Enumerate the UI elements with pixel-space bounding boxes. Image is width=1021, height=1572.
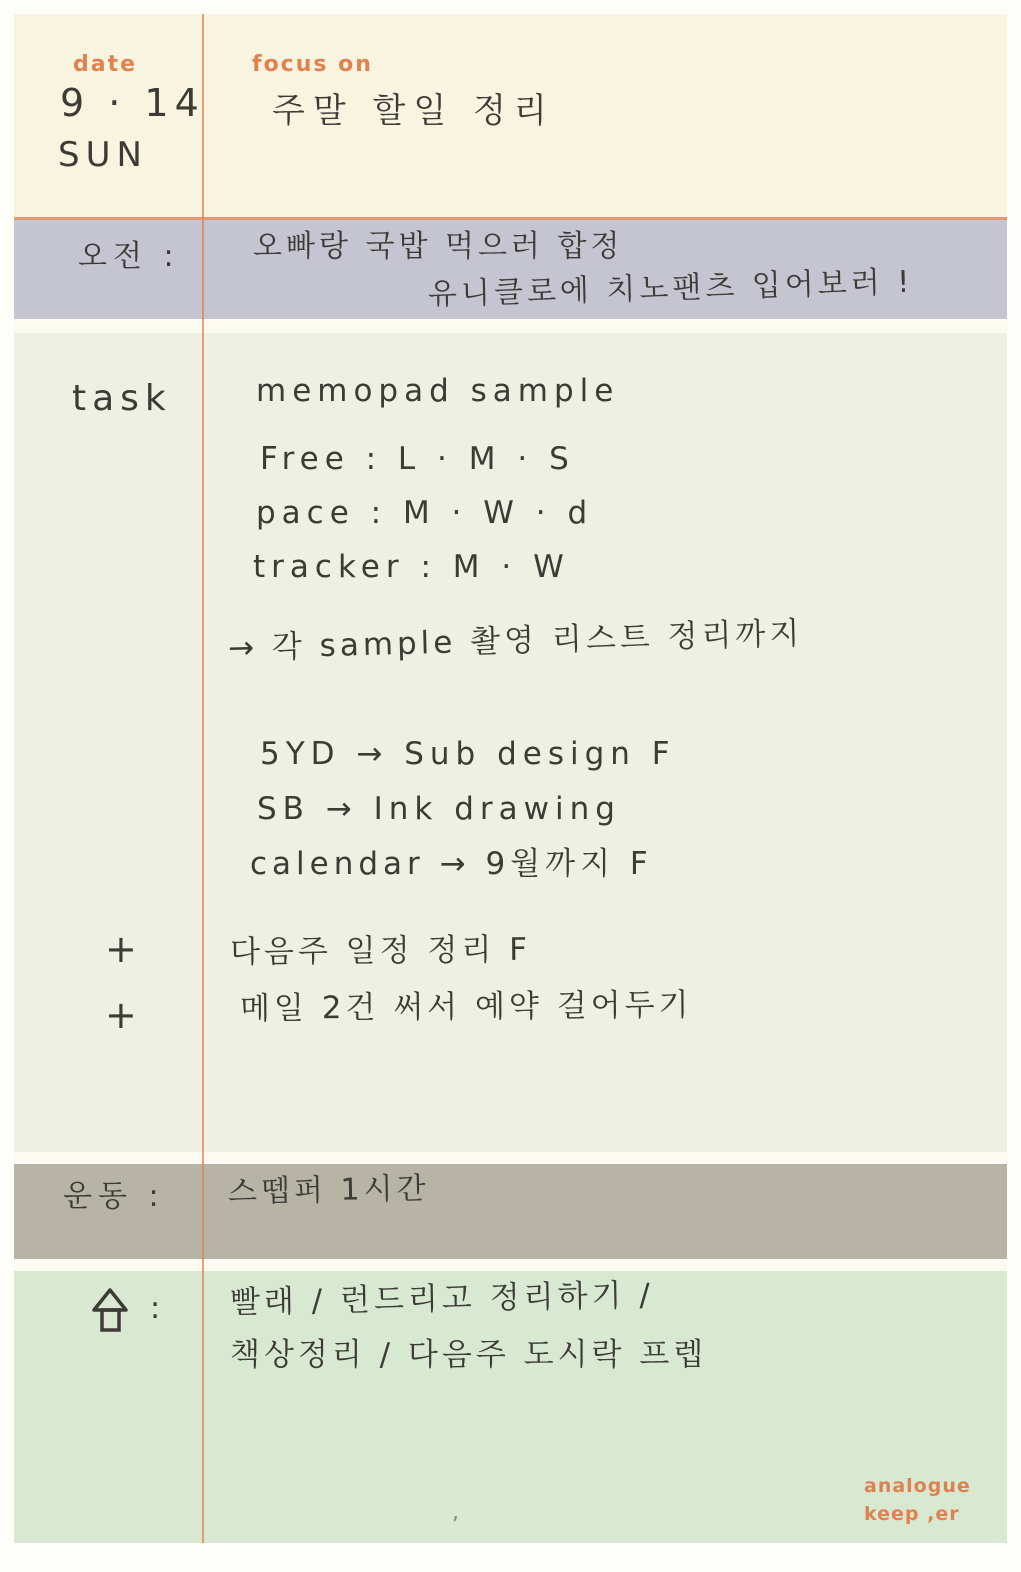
task-line-5yd: 5YD → Sub design F xyxy=(260,736,676,772)
task-line-free: Free : L · M · S xyxy=(260,441,575,477)
home-line2: 책상정리 / 다음주 도시락 프렙 xyxy=(230,1337,708,1373)
house-icon xyxy=(88,1284,136,1344)
task-line-calendar: calendar → 9월까지 F xyxy=(250,846,653,882)
exercise-text: 스뗍퍼 1시간 xyxy=(227,1171,430,1210)
stray-pen-mark: , xyxy=(452,1500,459,1525)
date-label: date xyxy=(73,52,138,77)
date-value: 9 · 14 xyxy=(60,81,205,125)
plus-bullet-2: + xyxy=(105,993,141,1037)
home-line1: 빨래 / 런드리고 정리하기 / xyxy=(229,1277,655,1321)
brand-line2: keep ,er xyxy=(864,1503,960,1525)
task-plus1-text: 다음주 일정 정리 F xyxy=(229,931,532,971)
task-line-tracker: tracker : M · W xyxy=(253,549,570,585)
focus-value: 주말 할일 정리 xyxy=(272,91,555,131)
task-label: task xyxy=(72,378,172,419)
task-plus2-text: 메일 2건 써서 예약 걸어두기 xyxy=(239,987,693,1027)
task-line-sb: SB → Ink drawing xyxy=(257,791,621,827)
task-line-arrow-note: → 각 sample 촬영 리스트 정리까지 xyxy=(227,615,804,667)
task-line-pace: pace : M · W · d xyxy=(256,495,594,531)
column-rule-line xyxy=(202,14,204,1543)
home-colon: : xyxy=(150,1291,165,1326)
task-line-memopad: memopad sample xyxy=(256,373,620,409)
exercise-label: 운동 : xyxy=(63,1179,165,1214)
morning-label: 오전 : xyxy=(78,239,180,274)
day-value: SUN xyxy=(58,135,148,175)
morning-line2: 유니클로에 치노팬츠 입어보러 ! xyxy=(427,264,914,313)
brand-mark xyxy=(864,1472,971,1528)
plus-bullet-1: + xyxy=(105,927,141,971)
brand-line1: analogue xyxy=(864,1475,971,1497)
morning-line1: 오빠랑 국밥 먹으러 합정 xyxy=(253,229,624,264)
focus-on-label: focus on xyxy=(252,52,373,77)
